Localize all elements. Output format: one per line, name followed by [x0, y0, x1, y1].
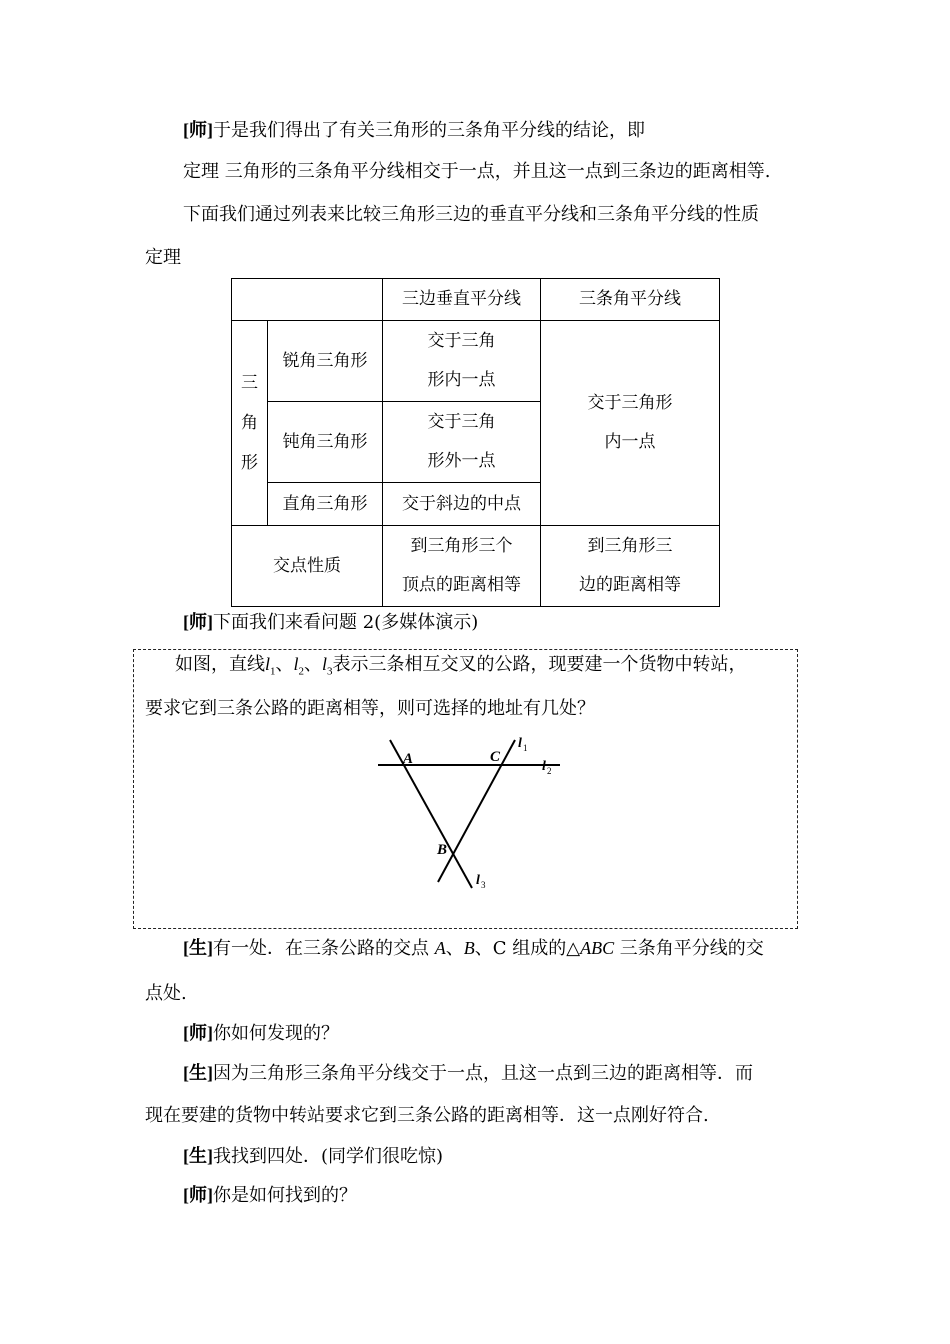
cell-bisector-merged: 交于三角形 内一点	[541, 321, 720, 526]
speaker-tag: [师]	[183, 612, 213, 632]
line-l3-label: l	[476, 873, 480, 888]
point-b-label: B	[437, 842, 448, 858]
line-l1-subscript: 1	[523, 743, 528, 753]
header-angle-bisector: 三条角平分线	[541, 279, 720, 321]
line-l2-label: l	[542, 759, 546, 774]
dialog-1-continued: 点处.	[145, 983, 187, 1004]
paragraph-3-continued: 定理	[145, 247, 181, 268]
cell-acute-perp: 交于三角 形内一点	[383, 321, 541, 402]
row-label-intersection-property: 交点性质	[232, 526, 383, 607]
three-lines-figure	[370, 730, 590, 895]
cell-property-bisector: 到三角形三 边的距离相等	[541, 526, 720, 607]
point-c-label: C	[490, 749, 501, 765]
row-label-acute: 锐角三角形	[268, 321, 383, 402]
comparison-table	[231, 278, 720, 607]
line-l1-label: l	[518, 736, 522, 751]
speaker-tag: [师]	[183, 120, 213, 140]
row-label-right: 直角三角形	[268, 483, 383, 526]
dialog-3: [生]因为三角形三条角平分线交于一点，且这一点到三边的距离相等．而	[183, 1063, 753, 1084]
dialog-1: [生]有一处．在三条公路的交点 A、B、C 组成的△ABC 三条角平分线的交	[183, 938, 764, 959]
problem-line-1: 如图，直线$l_1$、$l_2$、$l_3$表示三条相互交叉的公路，现要建一个货物中转站，	[175, 654, 747, 678]
dialog-5: [师]你是如何找到的？	[183, 1185, 357, 1206]
speaker-tag: [师]	[183, 1185, 213, 1205]
dialog-2: [师]你如何发现的？	[183, 1023, 339, 1044]
problem-line-2: 要求它到三条公路的距离相等，则可选择的地址有几处？	[145, 698, 595, 719]
theorem-statement: 定理 三角形的三条角平分线相交于一点，并且这一点到三条边的距离相等.	[183, 161, 771, 182]
line-l3-subscript: 3	[481, 880, 486, 890]
line-l2-subscript: 2	[547, 766, 552, 776]
speaker-tag: [师]	[183, 1023, 213, 1043]
speaker-tag: [生]	[183, 938, 213, 958]
paragraph-text: 于是我们得出了有关三角形的三条角平分线的结论，即	[213, 120, 645, 141]
dialog-3-continued: 现在要建的货物中转站要求它到三条公路的距离相等．这一点刚好符合.	[145, 1105, 709, 1126]
cell-obtuse-perp: 交于三角 形外一点	[383, 402, 541, 483]
header-perpendicular-bisector: 三边垂直平分线	[383, 279, 541, 321]
row-label-obtuse: 钝角三角形	[268, 402, 383, 483]
cell-right-perp: 交于斜边的中点	[383, 483, 541, 526]
cell-property-perp: 到三角形三个 顶点的距离相等	[383, 526, 541, 607]
paragraph-3: 下面我们通过列表来比较三角形三边的垂直平分线和三条角平分线的性质	[183, 204, 759, 225]
triangle-group-label: 三 角 形	[232, 321, 268, 526]
paragraph-text: 下面我们来看问题 2(多媒体演示)	[213, 612, 479, 633]
paragraph-4	[183, 608, 478, 634]
point-a-label: A	[403, 751, 414, 767]
speaker-tag: [生]	[183, 1146, 213, 1166]
dialog-4: [生]我找到四处．(同学们很吃惊)	[183, 1146, 444, 1167]
table-corner-cell	[232, 279, 383, 321]
speaker-tag: [生]	[183, 1063, 213, 1083]
paragraph-1	[183, 116, 645, 142]
line-l1	[438, 740, 515, 882]
